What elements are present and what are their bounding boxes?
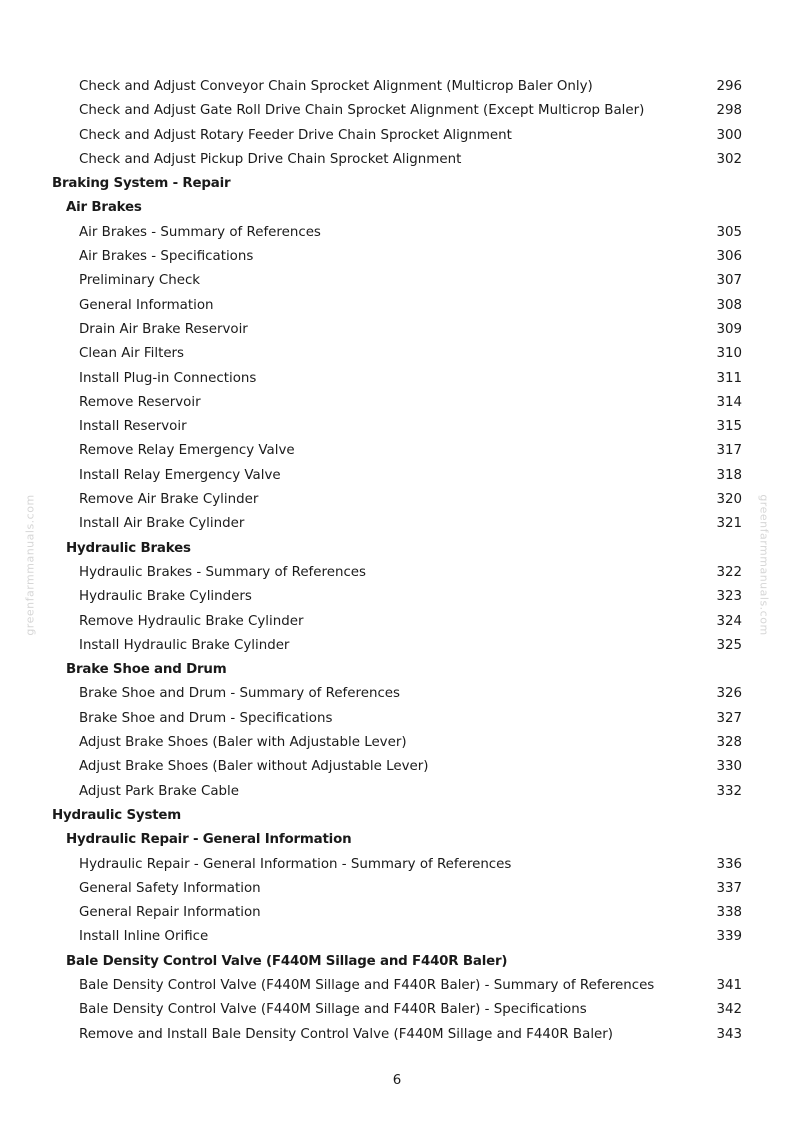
toc-entry-title: Check and Adjust Conveyor Chain Sprocket Alignment (Multicrop Baler Only): [79, 79, 593, 94]
toc-subsection-heading: [0, 196, 794, 220]
toc-entry-page-number: 324: [716, 613, 742, 629]
toc-entry-title: Adjust Brake Shoes (Baler without Adjustable Lever): [79, 759, 429, 775]
toc-entry-page-number: 327: [716, 710, 742, 726]
toc-entry[interactable]: [0, 367, 794, 391]
toc-entry-page-number: 338: [716, 905, 742, 921]
toc-entry[interactable]: [0, 585, 794, 609]
toc-subsection-heading: [0, 658, 794, 682]
toc-entry-title: Check and Adjust Rotary Feeder Drive Chain Sprocket Alignment: [79, 127, 512, 143]
toc-entry-title: Air Brakes - Summary of References: [79, 224, 321, 240]
toc-entry-page-number: 302: [716, 151, 742, 167]
toc-entry[interactable]: [0, 318, 794, 342]
toc-entry-title: Drain Air Brake Reservoir: [79, 321, 248, 337]
toc-entry-title: Install Air Brake Cylinder: [79, 516, 245, 532]
toc-entry-title: Bale Density Control Valve (F440M Sillage and F440R Baler) - Specifications: [79, 1002, 587, 1018]
toc-entry-page-number: 342: [716, 1002, 742, 1018]
toc-entry-page-number: 325: [716, 637, 742, 653]
toc-entry[interactable]: [0, 634, 794, 658]
toc-entry-title: Braking System - Repair: [52, 176, 231, 192]
toc-entry-title: Remove Reservoir: [79, 394, 201, 410]
toc-entry-page-number: 330: [716, 759, 742, 775]
toc-entry[interactable]: [0, 901, 794, 925]
toc-entry-page-number: 320: [716, 492, 742, 508]
toc-entry[interactable]: [0, 610, 794, 634]
table-of-contents: [0, 75, 794, 1047]
toc-entry-page-number: 337: [716, 880, 742, 896]
toc-entry[interactable]: [0, 342, 794, 366]
toc-entry[interactable]: [0, 561, 794, 585]
toc-entry[interactable]: [0, 464, 794, 488]
toc-entry-page-number: 322: [716, 564, 742, 580]
toc-entry-page-number: 315: [716, 419, 742, 435]
toc-entry-title: Check and Adjust Pickup Drive Chain Sprocket Alignment: [79, 151, 462, 167]
toc-subsection-heading: [0, 950, 794, 974]
toc-entry[interactable]: [0, 391, 794, 415]
toc-entry-title: General Repair Information: [79, 905, 261, 921]
toc-entry-page-number: 332: [716, 783, 742, 799]
toc-entry-page-number: 318: [716, 467, 742, 483]
toc-entry-title: Bale Density Control Valve (F440M Sillage and F440R Baler): [66, 953, 508, 969]
toc-entry-title: Hydraulic Brakes - Summary of References: [79, 564, 367, 580]
toc-entry-page-number: 341: [716, 977, 742, 993]
toc-entry[interactable]: [0, 1023, 794, 1047]
toc-entry-page-number: 339: [716, 929, 742, 945]
toc-entry-page-number: 310: [716, 346, 742, 362]
toc-entry-page-number: 314: [716, 394, 742, 410]
toc-entry[interactable]: [0, 682, 794, 706]
toc-entry[interactable]: [0, 415, 794, 439]
toc-entry-title: Remove Air Brake Cylinder: [79, 492, 259, 508]
toc-entry-title: Hydraulic Repair - General Information: [66, 832, 352, 848]
toc-entry[interactable]: [0, 877, 794, 901]
toc-entry-page-number: 343: [716, 1026, 742, 1042]
toc-entry[interactable]: [0, 99, 794, 123]
toc-entry[interactable]: [0, 488, 794, 512]
toc-entry[interactable]: [0, 221, 794, 245]
toc-entry-page-number: 296: [716, 79, 742, 94]
toc-entry-title: Remove Relay Emergency Valve: [79, 443, 295, 459]
toc-entry-page-number: 298: [716, 103, 742, 119]
toc-entry-page-number: 309: [716, 321, 742, 337]
toc-entry-title: General Information: [79, 297, 214, 313]
toc-entry[interactable]: [0, 780, 794, 804]
toc-entry[interactable]: [0, 731, 794, 755]
toc-entry[interactable]: [0, 294, 794, 318]
toc-entry-title: Remove and Install Bale Density Control Valve (F440M Sillage and F440R Baler): [79, 1026, 614, 1042]
toc-entry[interactable]: [0, 755, 794, 779]
toc-subsection-heading: [0, 537, 794, 561]
toc-entry-title: Hydraulic Brakes: [66, 540, 191, 556]
toc-entry-page-number: 300: [716, 127, 742, 143]
toc-section-heading: [0, 804, 794, 828]
toc-entry-page-number: 321: [716, 516, 742, 532]
toc-entry-title: Check and Adjust Gate Roll Drive Chain Sprocket Alignment (Except Multicrop Baler): [79, 103, 645, 119]
toc-entry[interactable]: [0, 269, 794, 293]
toc-entry-page-number: 307: [716, 273, 742, 289]
toc-entry-title: Preliminary Check: [79, 273, 201, 289]
toc-entry[interactable]: [0, 75, 794, 99]
toc-entry-title: Install Reservoir: [79, 419, 187, 435]
toc-entry-title: Air Brakes: [66, 200, 142, 216]
toc-subsection-heading: [0, 828, 794, 852]
toc-section-heading: [0, 172, 794, 196]
toc-entry[interactable]: [0, 998, 794, 1022]
toc-entry[interactable]: [0, 925, 794, 949]
toc-entry-title: Install Plug-in Connections: [79, 370, 257, 386]
toc-entry-title: Clean Air Filters: [79, 346, 185, 362]
toc-entry-page-number: 336: [716, 856, 742, 872]
toc-entry[interactable]: [0, 124, 794, 148]
toc-entry[interactable]: [0, 245, 794, 269]
toc-entry-title: Install Inline Orifice: [79, 929, 209, 945]
toc-entry-title: Air Brakes - Specifications: [79, 249, 254, 265]
toc-entry[interactable]: [0, 439, 794, 463]
toc-entry-title: General Safety Information: [79, 880, 261, 896]
toc-entry-title: Hydraulic System: [52, 807, 182, 823]
toc-entry-title: Adjust Brake Shoes (Baler with Adjustable Lever): [79, 735, 407, 751]
toc-entry[interactable]: [0, 512, 794, 536]
toc-entry-page-number: 311: [716, 370, 742, 386]
toc-entry[interactable]: [0, 974, 794, 998]
watermark-left: greenfarmmanuals.com: [23, 494, 37, 636]
toc-entry-page-number: 305: [716, 224, 742, 240]
toc-entry-title: Brake Shoe and Drum: [66, 662, 227, 678]
toc-entry-page-number: 323: [716, 589, 742, 605]
toc-entry-title: Hydraulic Repair - General Information - Summary of References: [79, 856, 512, 872]
toc-entry-page-number: 317: [716, 443, 742, 459]
toc-entry[interactable]: [0, 853, 794, 877]
toc-entry-title: Brake Shoe and Drum - Specifications: [79, 710, 333, 726]
toc-entry-page-number: 328: [716, 735, 742, 751]
toc-entry-page-number: 308: [716, 297, 742, 313]
toc-entry-title: Install Hydraulic Brake Cylinder: [79, 637, 290, 653]
toc-entry-title: Bale Density Control Valve (F440M Sillage and F440R Baler) - Summary of References: [79, 977, 655, 993]
toc-entry-title: Remove Hydraulic Brake Cylinder: [79, 613, 304, 629]
toc-entry[interactable]: [0, 707, 794, 731]
toc-entry-page-number: 326: [716, 686, 742, 702]
toc-entry-title: Install Relay Emergency Valve: [79, 467, 281, 483]
toc-entry-title: Hydraulic Brake Cylinders: [79, 589, 252, 605]
toc-entry-page-number: 306: [716, 249, 742, 265]
toc-entry[interactable]: [0, 148, 794, 172]
watermark-right: greenfarmmanuals.com: [757, 494, 771, 636]
toc-entry-title: Adjust Park Brake Cable: [79, 783, 239, 799]
toc-entry-title: Brake Shoe and Drum - Summary of References: [79, 686, 401, 702]
page-number: 6: [392, 1073, 402, 1088]
